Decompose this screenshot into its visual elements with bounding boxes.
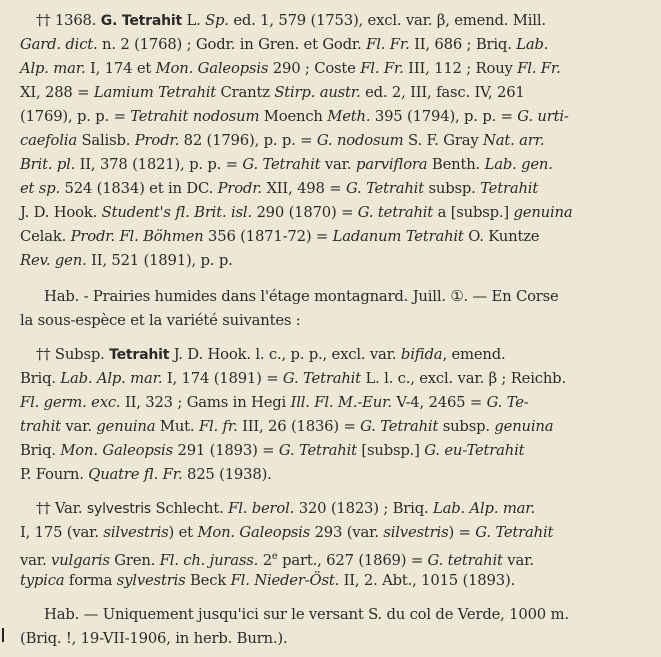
- p2-line-1: †† Subsp. Tetrahit J. D. Hook. l. c., p. p., excl. var. bifida, emend.: [36, 346, 506, 363]
- habitat-1-line-1: Hab. - Prairies humides dans l'étage montagnard. Juill. ①. — En Corse: [44, 288, 559, 305]
- p2-line-3: Fl. germ. exc. II, 323 ; Gams in Hegi Ill. Fl. M.-Eur. V-4, 2465 = G. Te-: [20, 394, 529, 411]
- p2-line-6: P. Fourn. Quatre fl. Fr. 825 (1938).: [20, 466, 272, 483]
- habitat-2-line-1: Hab. — Uniquement jusqu'ici sur le versant S. du col de Verde, 1000 m.: [44, 606, 569, 623]
- margin-mark: [2, 628, 4, 642]
- p1-line-9: J. D. Hook. Student's fl. Brit. isl. 290 (1870) = G. tetrahit a [subsp.] genuina: [20, 204, 573, 221]
- p2-line-4: trahit var. genuina Mut. Fl. fr. III, 26 (1836) = G. Tetrahit subsp. genuina: [20, 418, 554, 435]
- p1-line-4: XI, 288 = Lamium Tetrahit Crantz Stirp. austr. ed. 2, III, fasc. IV, 261: [20, 84, 525, 101]
- p3-line-4: typica forma sylvestris Beck Fl. Nieder-Öst. II, 2. Abt., 1015 (1893).: [20, 572, 516, 589]
- p1-line-5: (1769), p. p. = Tetrahit nodosum Moench Meth. 395 (1794), p. p. = G. urti-: [20, 108, 569, 125]
- p3-line-3: var. vulgaris Gren. Fl. ch. jurass. 2e part., 627 (1869) = G. tetrahit var.: [20, 551, 534, 569]
- p2-line-2: Briq. Lab. Alp. mar. I, 174 (1891) = G. Tetrahit L. l. c., excl. var. β ; Reichb.: [20, 370, 566, 387]
- p1-line-6: caefolia Salisb. Prodr. 82 (1796), p. p. = G. nodosum S. F. Gray Nat. arr.: [20, 132, 545, 149]
- p3-line-2: I, 175 (var. silvestris) et Mon. Galeopsis 293 (var. silvestris) = G. Tetrahit: [20, 524, 554, 541]
- p1-line-2: Gard. dict. n. 2 (1768) ; Godr. in Gren. et Godr. Fl. Fr. II, 686 ; Briq. Lab.: [20, 36, 549, 53]
- p1-line-10: Celak. Prodr. Fl. Böhmen 356 (1871-72) = Ladanum Tetrahit O. Kuntze: [20, 228, 540, 245]
- habitat-2-line-2: (Briq. !, 19-VII-1906, in herb. Burn.).: [20, 630, 288, 647]
- habitat-1-line-2: la sous-espèce et la variété suivantes :: [20, 312, 301, 329]
- p3-line-1: †† Var. sylvestris Schlecht. Fl. berol. 320 (1823) ; Briq. Lab. Alp. mar.: [36, 500, 536, 517]
- p1-line-7: Brit. pl. II, 378 (1821), p. p. = G. Tetrahit var. parviflora Benth. Lab. gen.: [20, 156, 553, 173]
- p2-line-5: Briq. Mon. Galeopsis 291 (1893) = G. Tetrahit [subsp.] G. eu-Tetrahit: [20, 442, 525, 459]
- p1-line-1: †† 1368. G. Tetrahit L. Sp. ed. 1, 579 (1753), excl. var. β, emend. Mill.: [36, 12, 546, 29]
- p1-line-8: et sp. 524 (1834) et in DC. Prodr. XII, 498 = G. Tetrahit subsp. Tetrahit: [20, 180, 539, 197]
- p1-line-3: Alp. mar. I, 174 et Mon. Galeopsis 290 ; Coste Fl. Fr. III, 112 ; Rouy Fl. Fr.: [20, 60, 561, 77]
- p1-line-11: Rev. gen. II, 521 (1891), p. p.: [20, 252, 233, 269]
